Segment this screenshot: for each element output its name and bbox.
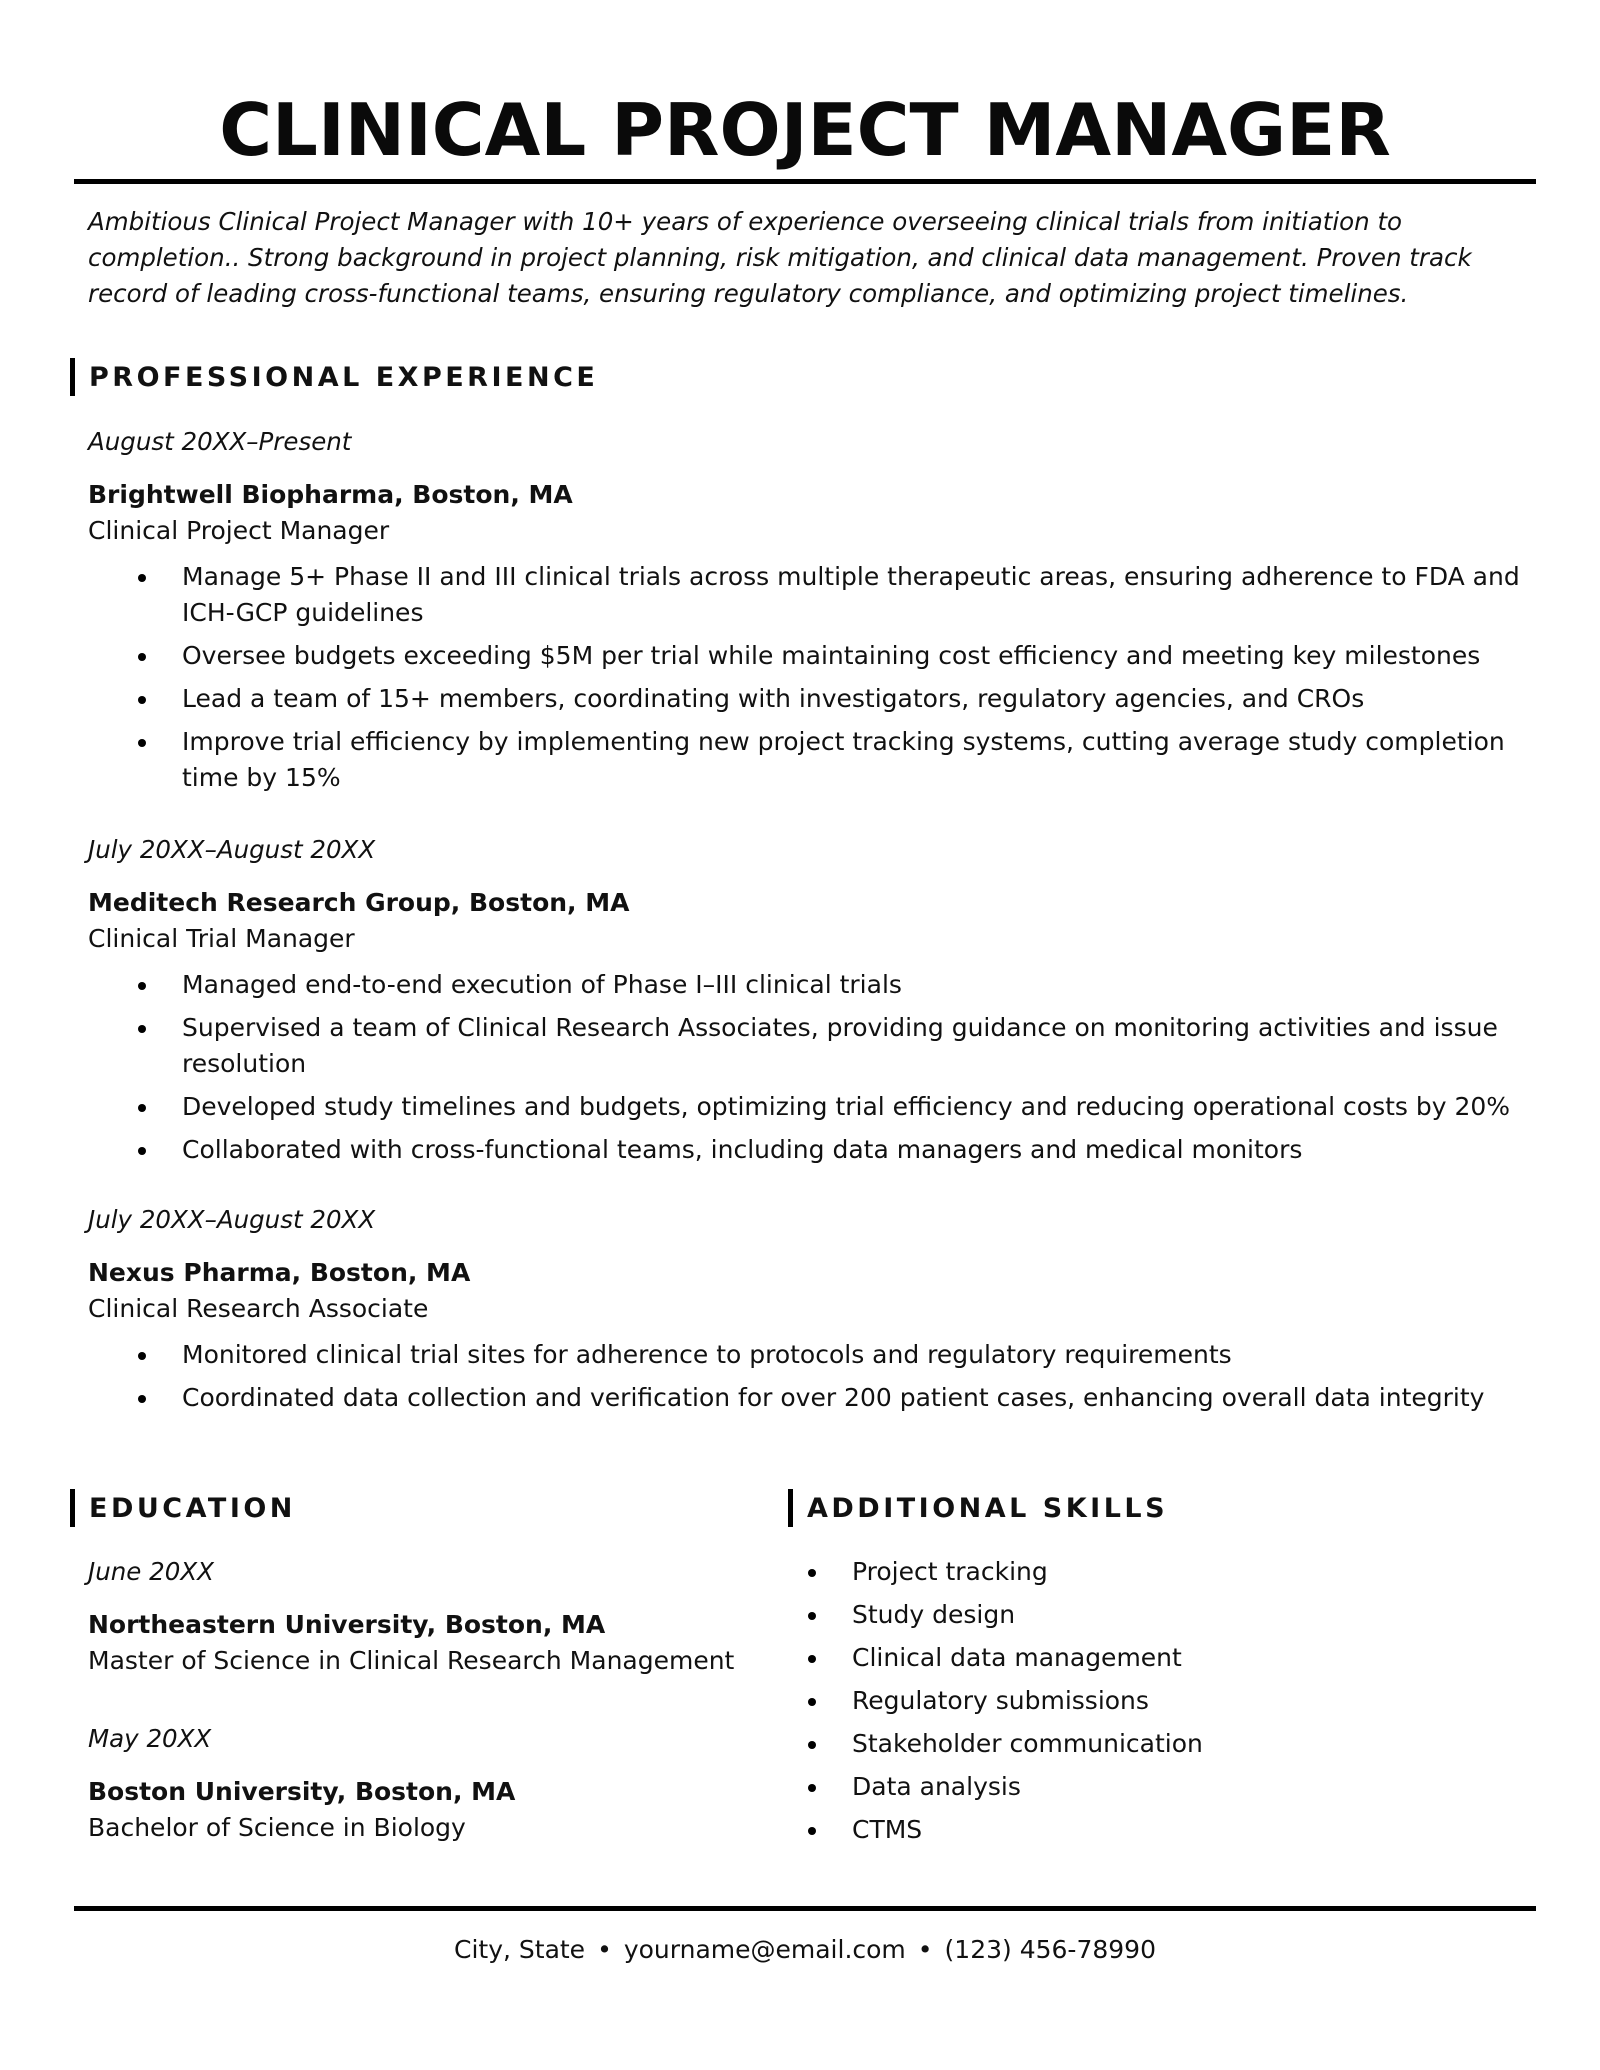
skills-heading <box>788 1488 1168 1528</box>
education-school: Boston University, Boston, MA <box>88 1777 516 1806</box>
job-dates: July 20XX–August 20XX <box>88 835 376 864</box>
job-dates: August 20XX–Present <box>88 427 352 456</box>
job-company: Nexus Pharma, Boston, MA <box>88 1258 471 1287</box>
bottom-divider <box>74 1906 1536 1911</box>
skills-list <box>802 1554 1502 1848</box>
skill-item: Clinical data management <box>802 1640 1502 1676</box>
skill-item: Stakeholder communication <box>802 1726 1502 1762</box>
job-role: Clinical Project Manager <box>88 516 390 545</box>
job-bullets <box>88 967 1528 1168</box>
contact-phone[interactable]: (123) 456-78990 <box>944 1935 1156 1964</box>
job-entry <box>88 1202 1528 1423</box>
education-date: June 20XX <box>88 1557 214 1586</box>
job-bullet: Coordinated data collection and verification for over 200 patient cases, enhancing overall data integrity <box>88 1380 1528 1416</box>
job-bullets <box>88 559 1528 796</box>
education-entry <box>88 1721 788 1846</box>
heading-accent-bar <box>70 1489 75 1527</box>
job-bullet: Monitored clinical trial sites for adherence to protocols and regulatory requirements <box>88 1337 1528 1373</box>
job-role: Clinical Trial Manager <box>88 924 355 953</box>
skill-item: CTMS <box>802 1812 1502 1848</box>
job-dates: July 20XX–August 20XX <box>88 1205 376 1234</box>
heading-accent-bar <box>70 358 75 396</box>
job-bullet: Lead a team of 15+ members, coordinating with investigators, regulatory agencies, and CROs <box>88 681 1528 717</box>
education-entry <box>88 1554 788 1679</box>
job-bullets <box>88 1337 1528 1416</box>
job-bullet: Supervised a team of Clinical Research Associates, providing guidance on monitoring activities and issue resolution <box>88 1010 1528 1082</box>
job-bullet: Collaborated with cross-functional teams, including data managers and medical monitors <box>88 1132 1528 1168</box>
contact-email[interactable]: yourname@email.com <box>623 1935 906 1964</box>
resume-title: CLINICAL PROJECT MANAGER <box>219 88 1391 172</box>
skill-item: Data analysis <box>802 1769 1502 1805</box>
job-role: Clinical Research Associate <box>88 1294 429 1323</box>
skills-heading-label: ADDITIONAL SKILLS <box>807 1492 1169 1524</box>
top-divider <box>74 179 1536 184</box>
education-date: May 20XX <box>88 1724 212 1753</box>
contact-footer <box>74 1932 1536 1968</box>
education-heading-label: EDUCATION <box>89 1492 296 1524</box>
job-entry <box>88 424 1528 803</box>
job-bullet: Managed end-to-end execution of Phase I–III clinical trials <box>88 967 1528 1003</box>
professional-summary: Ambitious Clinical Project Manager with 10+ years of experience overseeing clinical trials from initiation to completion.. Strong background in project planning, risk mitigation, and clinical data management. Proven track record of leading cross-functional teams, ensuring regulatory compliance, and optimizing project timelines. <box>88 207 1472 308</box>
job-company: Meditech Research Group, Boston, MA <box>88 888 630 917</box>
experience-heading-label: PROFESSIONAL EXPERIENCE <box>89 361 599 393</box>
skill-item: Project tracking <box>802 1554 1502 1590</box>
experience-heading <box>70 357 598 397</box>
skill-item: Study design <box>802 1597 1502 1633</box>
skill-item: Regulatory submissions <box>802 1683 1502 1719</box>
education-school: Northeastern University, Boston, MA <box>88 1610 606 1639</box>
education-degree: Master of Science in Clinical Research Management <box>88 1646 735 1675</box>
job-bullet: Oversee budgets exceeding $5M per trial while maintaining cost efficiency and meeting key milestones <box>88 638 1528 674</box>
education-heading <box>70 1488 296 1528</box>
bullet-separator: • <box>917 1935 933 1964</box>
bullet-separator: • <box>597 1935 612 1964</box>
skills-list-container <box>802 1554 1502 1855</box>
job-bullet: Improve trial efficiency by implementing new project tracking systems, cutting average study completion time by 15% <box>88 724 1528 796</box>
heading-accent-bar <box>788 1489 793 1527</box>
job-company: Brightwell Biopharma, Boston, MA <box>88 480 573 509</box>
contact-location: City, State <box>454 1935 586 1964</box>
job-entry <box>88 832 1528 1175</box>
education-degree: Bachelor of Science in Biology <box>88 1813 466 1842</box>
job-bullet: Developed study timelines and budgets, optimizing trial efficiency and reducing operational costs by 20% <box>88 1089 1528 1125</box>
job-bullet: Manage 5+ Phase II and III clinical trials across multiple therapeutic areas, ensuring adherence to FDA and ICH-GCP guidelines <box>88 559 1528 631</box>
